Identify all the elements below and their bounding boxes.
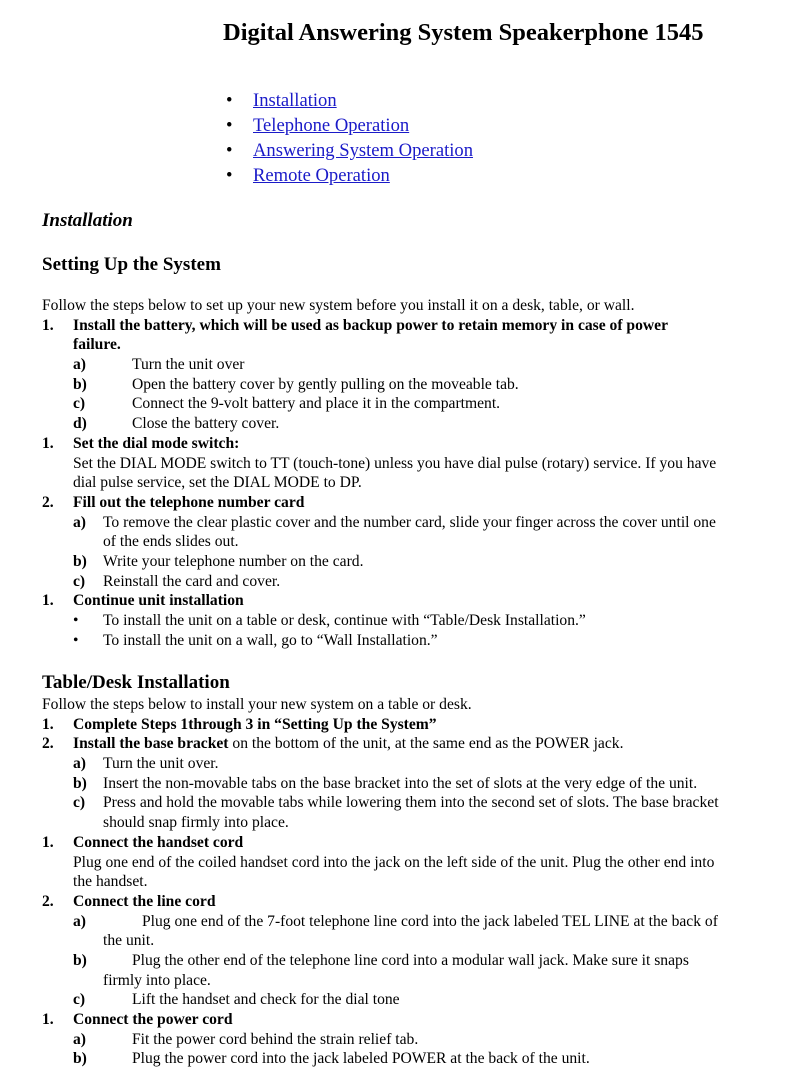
step-text: dial pulse service, set the DIAL MODE to DP. (73, 474, 362, 492)
substep-text: firmly into place. (103, 971, 211, 989)
step-complete (42, 715, 772, 735)
step-title-cont: failure. (73, 336, 121, 354)
substep-letter: a) (73, 755, 86, 773)
step-body (42, 853, 772, 873)
step-base-bracket (42, 734, 772, 754)
substep (42, 355, 772, 375)
heading-table-desk: Table/Desk Installation (42, 672, 230, 693)
table-desk-section (42, 695, 772, 1069)
substep (42, 394, 772, 414)
step-text: Set the DIAL MODE switch to TT (touch-tone) unless you have dial pulse (rotary) service. If you have (73, 454, 717, 472)
bullet-icon: • (73, 631, 79, 649)
substep-letter: b) (73, 552, 87, 570)
substep (42, 572, 772, 592)
substep-text: the unit. (103, 932, 155, 950)
step-line-cord (42, 892, 772, 912)
step-number: 2. (42, 892, 54, 910)
substep-letter: b) (73, 951, 87, 969)
substep-cont (42, 931, 772, 951)
substep-text: Connect the 9-volt battery and place it in the compartment. (132, 395, 501, 413)
step-title: Connect the line cord (73, 892, 216, 910)
step-title: Fill out the telephone number card (73, 493, 305, 511)
substep (42, 793, 772, 813)
substep (42, 375, 772, 395)
step-number: 1. (42, 434, 54, 452)
substep-text: Insert the non-movable tabs on the base bracket into the set of slots at the very edge of the unit. (103, 774, 698, 792)
setup-intro (42, 296, 772, 316)
bullet-text: To install the unit on a wall, go to “Wall Installation.” (103, 631, 438, 649)
substep-letter: a) (73, 356, 86, 374)
step-continue (42, 591, 772, 611)
substep (42, 754, 772, 774)
step-battery-cont (42, 335, 772, 355)
bullet-icon: • (226, 140, 233, 161)
step-title: Connect the power cord (73, 1011, 233, 1028)
substep-text: Close the battery cover. (132, 415, 280, 433)
substep (42, 774, 772, 794)
heading-setting-up: Setting Up the System (42, 254, 221, 275)
substep-text: Open the battery cover by gently pulling on the moveable tab. (132, 375, 519, 393)
substep (42, 1030, 772, 1050)
step-number: 2. (42, 735, 54, 753)
substep-cont (42, 813, 772, 833)
toc-link-installation[interactable]: Installation (253, 90, 337, 111)
step-title-bold: Install the base bracket (73, 735, 229, 753)
toc-item-telephone-operation (226, 113, 409, 138)
bullet-icon: • (73, 612, 79, 629)
substep (42, 513, 772, 533)
step-body (42, 473, 772, 493)
step-number: 1. (42, 592, 54, 610)
substep-cont (42, 971, 772, 991)
substep-letter: c) (73, 395, 86, 413)
substep-letter: c) (73, 991, 86, 1009)
step-number: 1. (42, 715, 54, 733)
substep-letter: c) (73, 572, 86, 590)
setup-section (42, 296, 772, 650)
step-number: 2. (42, 493, 54, 511)
setup-intro-text: Follow the steps below to set up your new system before you install it on a desk, table, or wall. (42, 297, 635, 314)
bullet-text: To install the unit on a table or desk, continue with “Table/Desk Installation.” (103, 612, 586, 629)
step-title (73, 734, 623, 754)
substep (42, 1049, 772, 1069)
step-handset-cord (42, 833, 772, 853)
substep-text: Lift the handset and check for the dial tone (132, 991, 400, 1009)
substep-text: Plug the power cord into the jack labeled POWER at the back of the unit. (132, 1050, 590, 1068)
substep-letter: a) (73, 912, 86, 930)
step-number: 1. (42, 833, 54, 851)
toc-link-answering-system-operation[interactable]: Answering System Operation (253, 140, 473, 161)
step-body (42, 454, 772, 474)
substep (42, 990, 772, 1010)
step-number: 1. (42, 1011, 54, 1028)
substep-text: Turn the unit over (132, 356, 245, 374)
substep (42, 552, 772, 572)
step-power-cord (42, 1010, 772, 1030)
substep (42, 414, 772, 434)
substep-letter: a) (73, 1030, 86, 1048)
substep-letter: c) (73, 794, 86, 812)
substep-text: Plug one end of the 7-foot telephone line cord into the jack labeled TEL LINE at the back of (142, 912, 718, 930)
substep-text: Fit the power cord behind the strain relief tab. (132, 1030, 419, 1048)
table-intro (42, 695, 772, 715)
toc-link-telephone-operation[interactable]: Telephone Operation (253, 115, 410, 136)
step-title: Connect the handset cord (73, 833, 244, 851)
substep-text: Press and hold the movable tabs while lowering them into the second set of slots. The base bracket (103, 794, 719, 812)
toc-link-remote-operation[interactable]: Remote Operation (253, 165, 390, 186)
bullet-icon: • (226, 115, 233, 136)
substep-text: Turn the unit over. (103, 755, 219, 773)
substep-letter: b) (73, 774, 87, 792)
substep (42, 951, 772, 971)
step-body (42, 872, 772, 892)
bullet-item (42, 631, 772, 651)
bullet-item (42, 611, 772, 631)
step-title: Complete Steps 1through 3 in “Setting Up the System” (73, 715, 437, 733)
substep (42, 912, 772, 932)
document-title: Digital Answering System Speakerphone 1545 (223, 19, 704, 46)
step-title: Install the battery, which will be used as backup power to retain memory in case of power (73, 316, 669, 334)
step-title: Continue unit installation (73, 592, 244, 610)
step-dial-mode (42, 434, 772, 454)
step-number: 1. (42, 316, 54, 334)
substep-text: of the ends slides out. (103, 533, 239, 551)
substep-text: To remove the clear plastic cover and the number card, slide your finger across the cover until one (103, 513, 716, 531)
substep-text: Reinstall the card and cover. (103, 572, 281, 590)
toc-item-remote-operation (226, 163, 390, 188)
step-battery (42, 316, 772, 336)
step-text: Plug one end of the coiled handset cord into the jack on the left side of the unit. Plug the other end into (73, 853, 715, 871)
bullet-icon: • (226, 165, 233, 186)
step-title: Set the dial mode switch: (73, 434, 240, 452)
table-intro-text: Follow the steps below to install your new system on a table or desk. (42, 696, 472, 713)
section-heading-installation: Installation (42, 210, 133, 231)
substep-letter: a) (73, 513, 86, 531)
step-text: the handset. (73, 873, 148, 891)
step-title-rest: on the bottom of the unit, at the same end as the POWER jack. (228, 735, 624, 753)
toc-item-answering-system-operation (226, 138, 473, 163)
substep-cont (42, 532, 772, 552)
substep-letter: d) (73, 415, 87, 433)
substep-letter: b) (73, 1050, 87, 1068)
bullet-icon: • (226, 90, 233, 111)
substep-letter: b) (73, 375, 87, 393)
step-number-card (42, 493, 772, 513)
toc-item-installation (226, 88, 337, 113)
substep-text: Write your telephone number on the card. (103, 552, 364, 570)
substep-text: should snap firmly into place. (103, 814, 289, 832)
substep-text: Plug the other end of the telephone line cord into a modular wall jack. Make sure it snaps (132, 951, 689, 969)
